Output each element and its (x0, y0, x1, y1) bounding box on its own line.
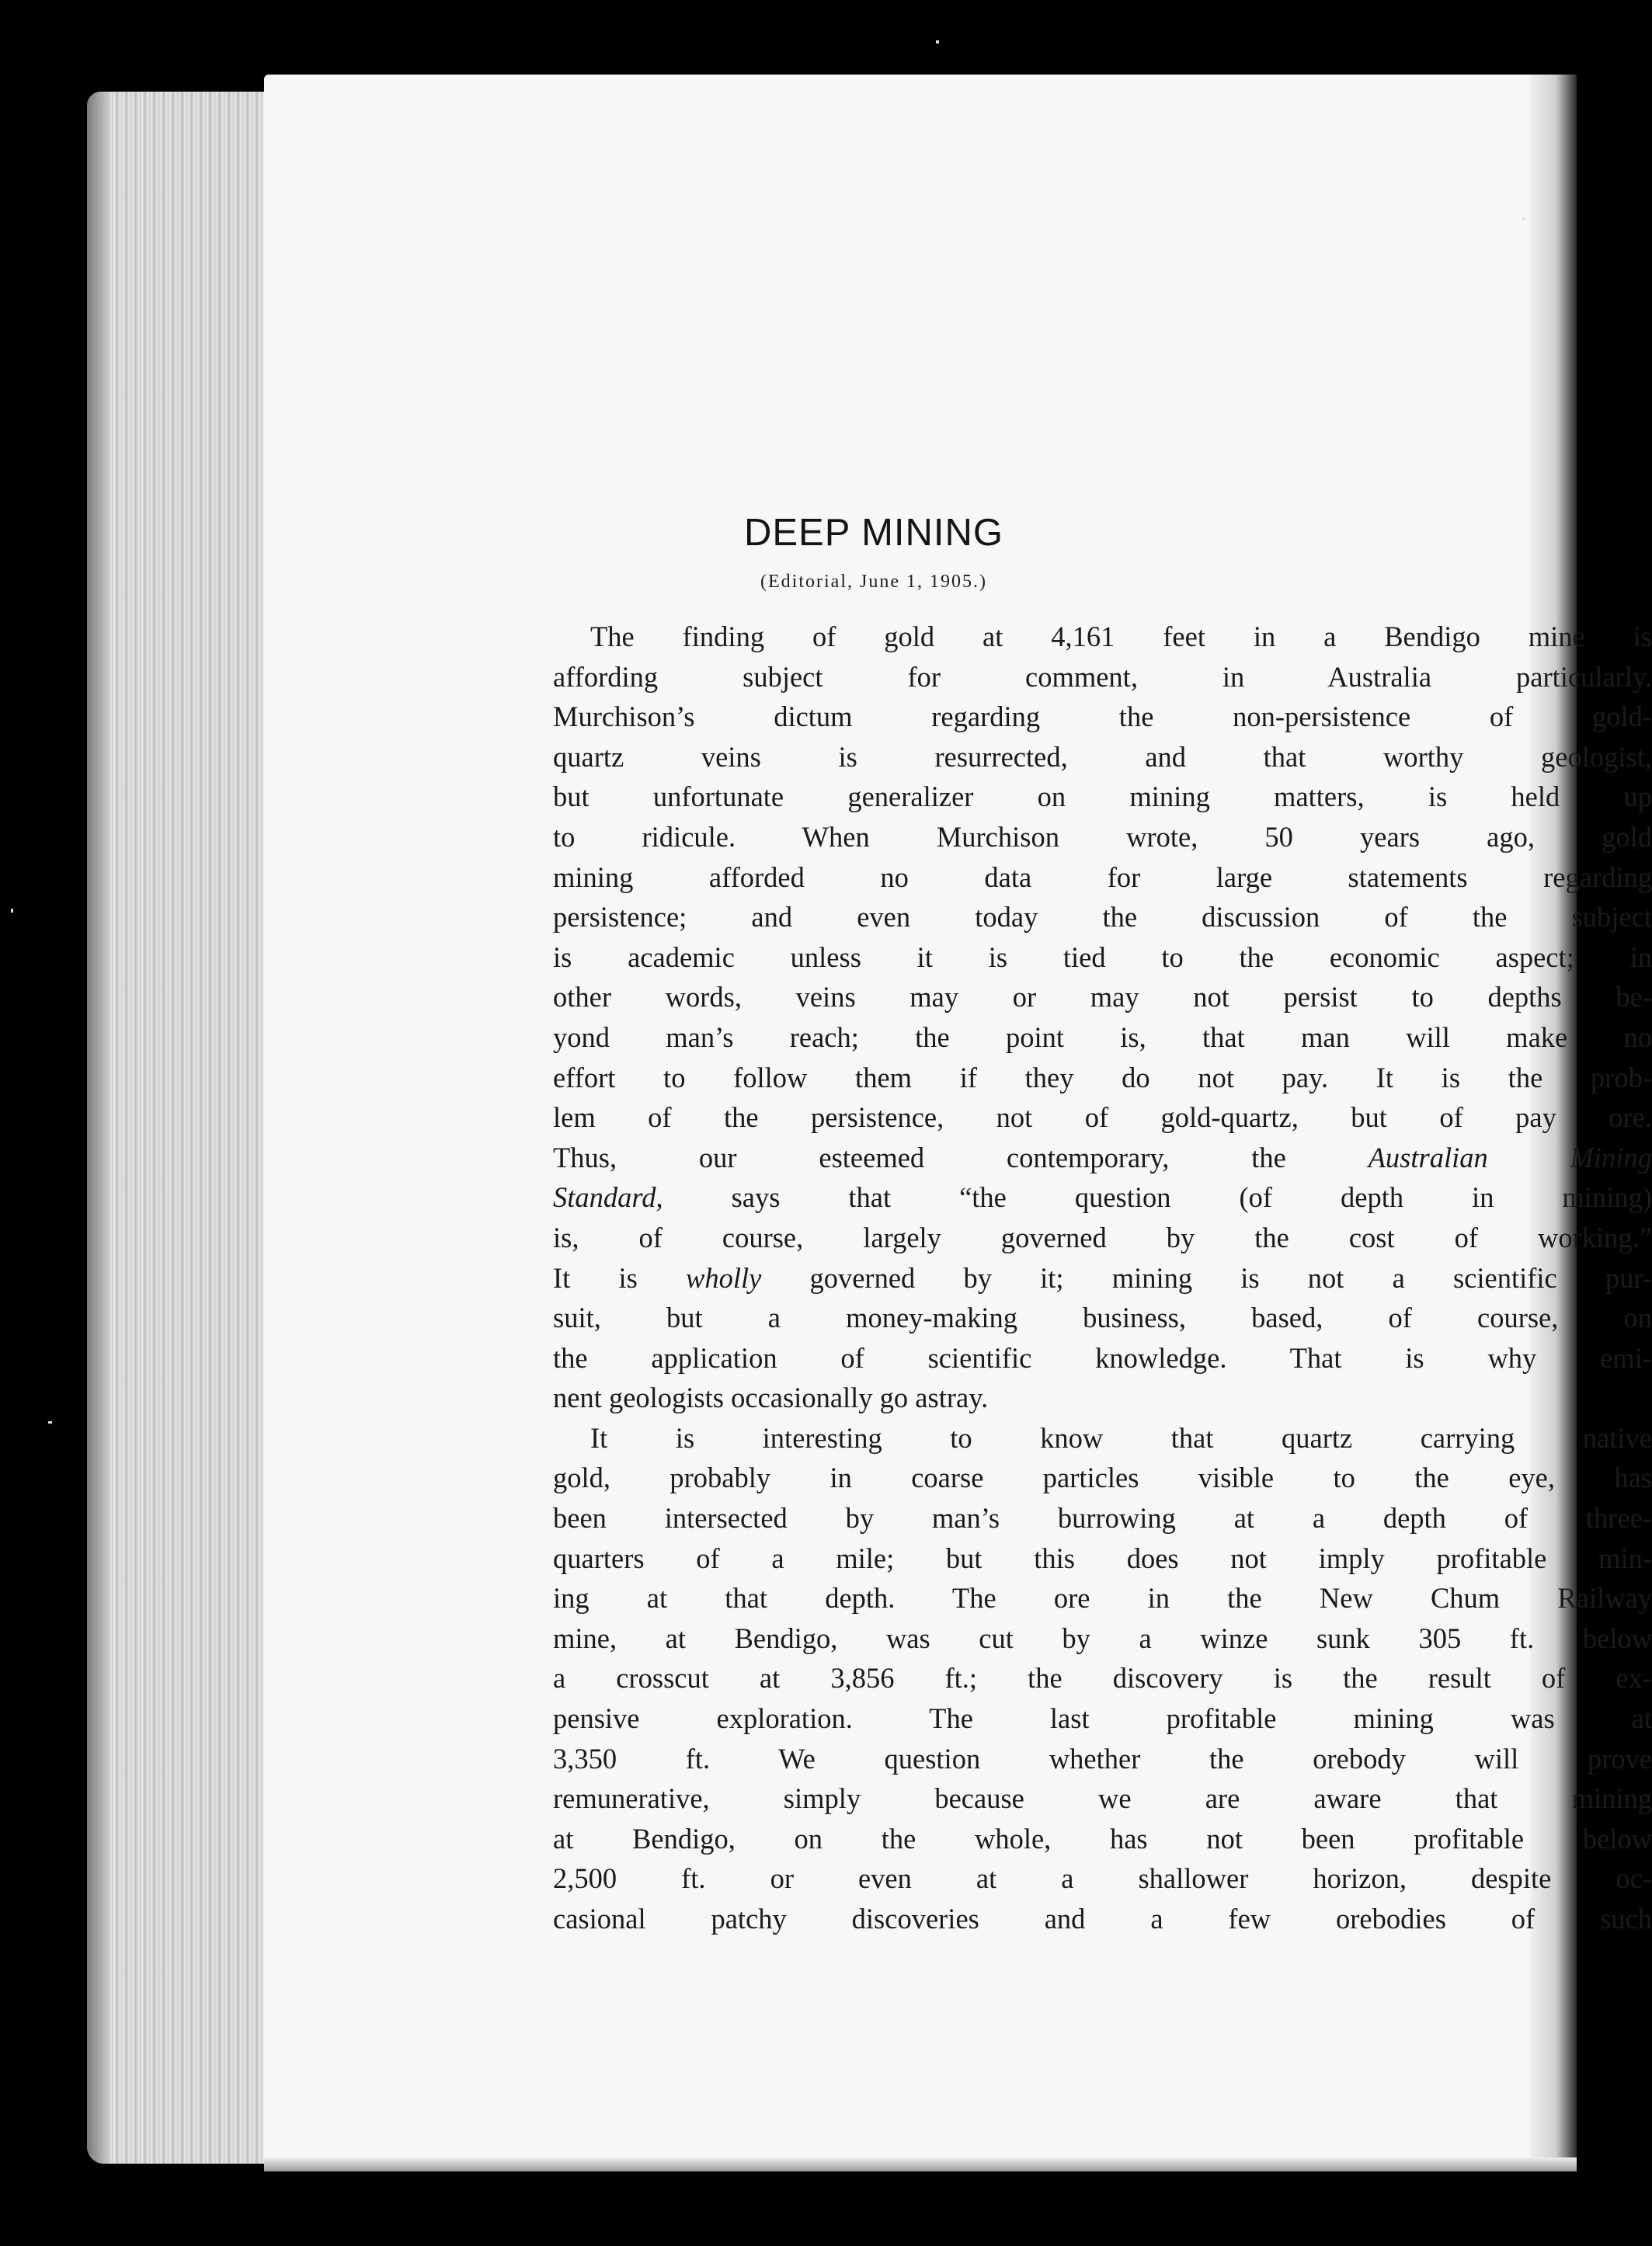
scan-speck (48, 1421, 52, 1424)
scan-speck (11, 909, 13, 913)
text-line: persistence; and even today the discussion of the subject (553, 901, 1652, 934)
scan-speck (1522, 217, 1525, 220)
text-line: at Bendigo, on the whole, has not been profitable below (553, 1822, 1652, 1855)
text-line: Thus, our esteemed contemporary, the Australian Mining (553, 1141, 1652, 1173)
text-line: but unfortunate generalizer on mining matters, is held up (553, 781, 1652, 813)
page-title: DEEP MINING (743, 512, 1004, 554)
book-page (264, 75, 1652, 2171)
text-line: lem of the persistence, not of gold-quartz, but of pay ore. (553, 1101, 1652, 1134)
text-line: a crosscut at 3,856 ft.; the discovery is the result of ex- (553, 1662, 1652, 1695)
text-line: quarters of a mile; but this does not imply profitable min- (553, 1542, 1652, 1574)
text-line: gold, probably in coarse particles visible to the eye, has (553, 1462, 1652, 1494)
text-line: Standard, says that “the question (of depth in mining) (553, 1181, 1652, 1214)
page-subtitle: (Editorial, June 1, 1905.) (760, 572, 987, 592)
text-line: 3,350 ft. We question whether the orebody will prove (553, 1742, 1652, 1775)
text-line: remunerative, simply because we are aware that mining (553, 1782, 1652, 1815)
text-line: yond man’s reach; the point is, that man will make no (553, 1020, 1652, 1053)
text-line: The finding of gold at 4,161 feet in a Bendigo mine is (590, 621, 1652, 652)
book-page-edges (87, 92, 270, 2164)
text-line: suit, but a money-making business, based, of course, on (553, 1302, 1652, 1334)
book-spine-shadow (87, 92, 110, 2164)
paragraph-1 (553, 617, 1652, 1418)
text-line: Murchison’s dictum regarding the non-persistence of gold- (553, 701, 1652, 733)
text-line: pensive exploration. The last profitable mining was at (553, 1702, 1652, 1735)
text-line: is, of course, largely governed by the cost of working.” (553, 1221, 1652, 1253)
article-body (553, 617, 1652, 1939)
text-line: effort to follow them if they do not pay. It is the prob- (553, 1061, 1652, 1093)
text-line: affording subject for comment, in Australia particularly. (553, 660, 1652, 693)
text-line: quartz veins is resurrected, and that worthy geologist, (553, 740, 1652, 773)
text-line: It is interesting to know that quartz carrying native (590, 1421, 1652, 1454)
paragraph-2 (553, 1418, 1652, 1939)
text-line: 2,500 ft. or even at a shallower horizon, despite oc- (553, 1862, 1652, 1895)
text-line: ing at that depth. The ore in the New Chum Railway (553, 1582, 1652, 1615)
text-line: casional patchy discoveries and a few orebodies of such (553, 1903, 1652, 1935)
scan-speck (936, 40, 939, 43)
text-line: mine, at Bendigo, was cut by a winze sunk 305 ft. below (553, 1622, 1652, 1654)
text-line: other words, veins may or may not persist to depths be- (553, 981, 1652, 1013)
text-line: been intersected by man’s burrowing at a depth of three- (553, 1502, 1652, 1535)
page-bottom-edge (264, 2157, 1577, 2171)
text-line: to ridicule. When Murchison wrote, 50 years ago, gold (553, 820, 1652, 853)
text-line: It is wholly governed by it; mining is not a scientific pur- (553, 1261, 1652, 1294)
text-line: mining afforded no data for large statements regarding (553, 861, 1652, 893)
text-line: is academic unless it is tied to the economic aspect; in (553, 940, 1652, 973)
text-line: the application of scientific knowledge. That is why emi- (553, 1341, 1652, 1374)
text-line: nent geologists occasionally go astray. (553, 1382, 989, 1414)
